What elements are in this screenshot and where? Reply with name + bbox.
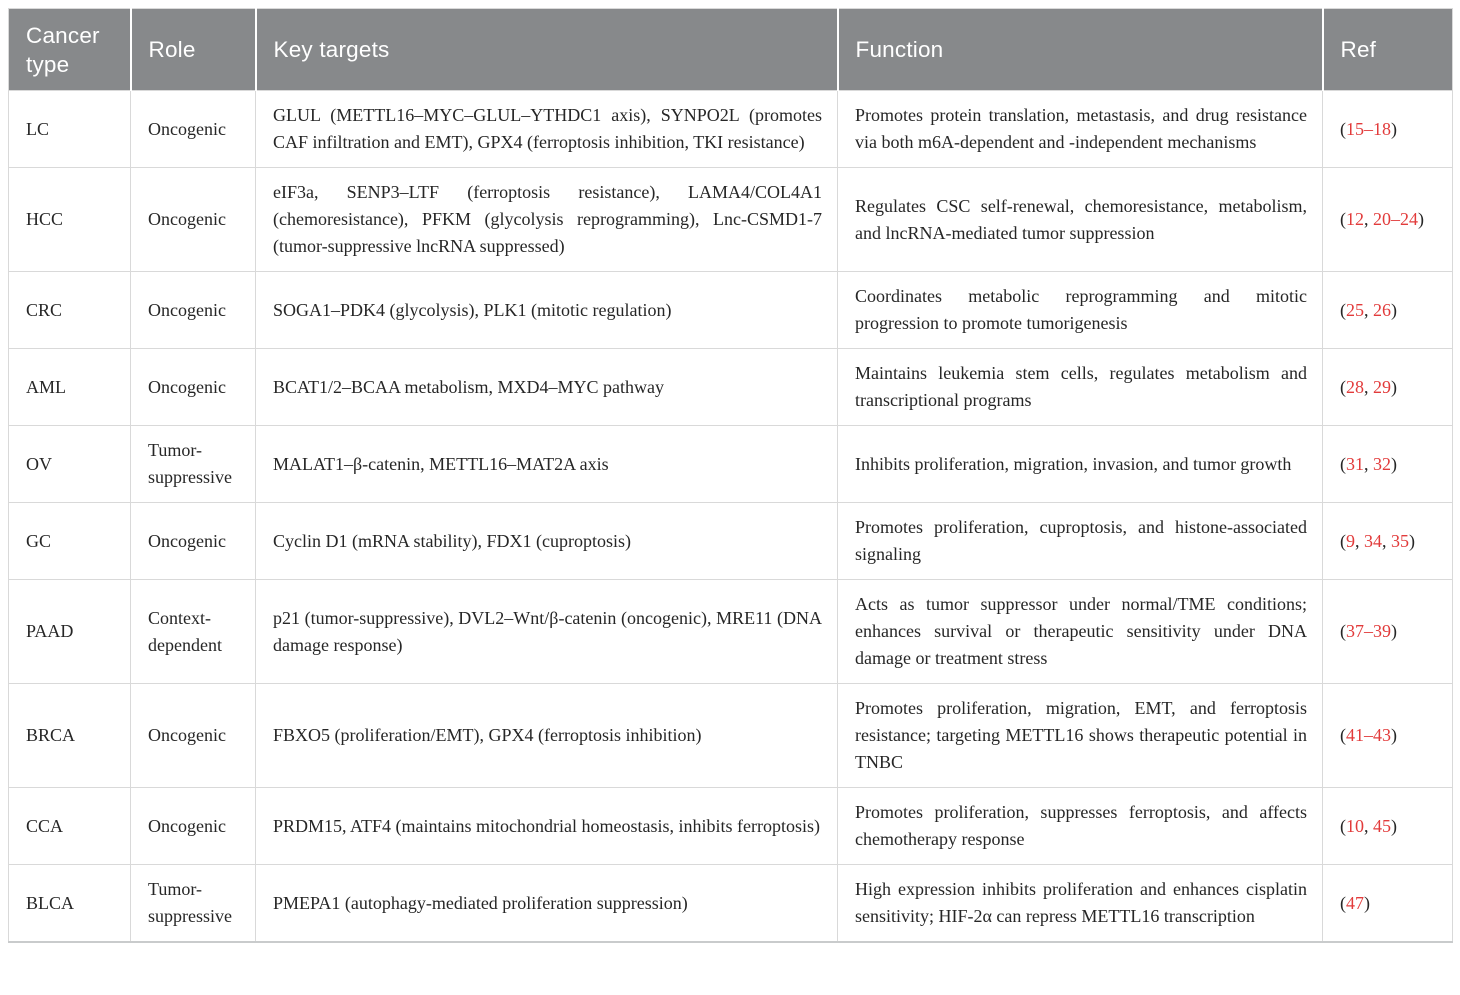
function-cell: Coordinates metabolic reprogramming and mitotic progression to promote tumorigenesis: [838, 272, 1323, 349]
table-row: [9, 168, 1453, 272]
function-cell: Promotes proliferation, migration, EMT, and ferroptosis resistance; targeting METTL16 shows therapeutic potential in TNBC: [838, 684, 1323, 788]
table-row: [9, 503, 1453, 580]
key-targets-cell: GLUL (METTL16–MYC–GLUL–YTHDC1 axis), SYNPO2L (promotes CAF infiltration and EMT), GPX4 (ferroptosis inhibition, TKI resistance): [256, 91, 838, 168]
table-row: [9, 865, 1453, 943]
col-header-role: Role: [131, 9, 256, 91]
key-targets-cell: PRDM15, ATF4 (maintains mitochondrial homeostasis, inhibits ferroptosis): [256, 788, 838, 865]
ref-cell: (12, 20–24): [1323, 168, 1453, 272]
ref-cell: (9, 34, 35): [1323, 503, 1453, 580]
cancer-type-cell: BLCA: [9, 865, 131, 943]
table-row: [9, 349, 1453, 426]
table-row: [9, 426, 1453, 503]
table-row: [9, 91, 1453, 168]
table-row: [9, 684, 1453, 788]
ref-link[interactable]: 29: [1373, 376, 1391, 397]
ref-link[interactable]: 12: [1346, 209, 1364, 229]
cancer-type-cell: BRCA: [9, 684, 131, 788]
function-cell: Promotes proliferation, suppresses ferroptosis, and affects chemotherapy response: [838, 788, 1323, 865]
key-targets-cell: p21 (tumor-suppressive), DVL2–Wnt/β-catenin (oncogenic), MRE11 (DNA damage response): [256, 580, 838, 684]
role-cell: Oncogenic: [131, 503, 256, 580]
role-cell: Oncogenic: [131, 788, 256, 865]
cancer-type-cell: AML: [9, 349, 131, 426]
key-targets-cell: MALAT1–β-catenin, METTL16–MAT2A axis: [256, 426, 838, 503]
function-cell: Promotes protein translation, metastasis, and drug resistance via both m6A-dependent and -independent mechanisms: [838, 91, 1323, 168]
ref-link[interactable]: 32: [1373, 453, 1391, 474]
ref-cell: (28, 29): [1323, 349, 1453, 426]
role-cell: Tumor-suppressive: [131, 865, 256, 943]
ref-cell: (31, 32): [1323, 426, 1453, 503]
ref-cell: (10, 45): [1323, 788, 1453, 865]
table-row: [9, 272, 1453, 349]
col-header-key-targets: Key targets: [256, 9, 838, 91]
function-cell: Acts as tumor suppressor under normal/TME conditions; enhances survival or therapeutic sensitivity under DNA damage or treatment stress: [838, 580, 1323, 684]
key-targets-cell: SOGA1–PDK4 (glycolysis), PLK1 (mitotic regulation): [256, 272, 838, 349]
table-header: [9, 9, 1453, 91]
ref-cell: (15–18): [1323, 91, 1453, 168]
ref-link[interactable]: 34: [1364, 530, 1382, 551]
ref-link[interactable]: 10: [1346, 815, 1364, 836]
key-targets-cell: BCAT1/2–BCAA metabolism, MXD4–MYC pathway: [256, 349, 838, 426]
role-cell: Oncogenic: [131, 91, 256, 168]
ref-cell: (41–43): [1323, 684, 1453, 788]
header-row: [9, 9, 1453, 91]
role-cell: Tumor-suppressive: [131, 426, 256, 503]
key-targets-cell: FBXO5 (proliferation/EMT), GPX4 (ferroptosis inhibition): [256, 684, 838, 788]
ref-link[interactable]: 35: [1391, 530, 1409, 551]
function-cell: Promotes proliferation, cuproptosis, and histone-associated signaling: [838, 503, 1323, 580]
cancer-type-cell: GC: [9, 503, 131, 580]
table: [8, 8, 1453, 943]
ref-link[interactable]: 25: [1346, 299, 1364, 320]
role-cell: Oncogenic: [131, 349, 256, 426]
ref-link[interactable]: 37–39: [1346, 621, 1391, 641]
cancer-roles-table: [8, 8, 1452, 943]
ref-cell: (37–39): [1323, 580, 1453, 684]
role-cell: Oncogenic: [131, 272, 256, 349]
ref-link[interactable]: 47: [1346, 892, 1364, 913]
ref-link[interactable]: 15–18: [1346, 118, 1391, 139]
ref-cell: (25, 26): [1323, 272, 1453, 349]
cancer-type-cell: CRC: [9, 272, 131, 349]
function-cell: Maintains leukemia stem cells, regulates metabolism and transcriptional programs: [838, 349, 1323, 426]
table-body: [9, 91, 1453, 943]
ref-link[interactable]: 31: [1346, 453, 1364, 474]
ref-link[interactable]: 41–43: [1346, 725, 1391, 745]
cancer-type-cell: CCA: [9, 788, 131, 865]
role-cell: Context-dependent: [131, 580, 256, 684]
cancer-type-cell: LC: [9, 91, 131, 168]
cancer-type-cell: OV: [9, 426, 131, 503]
key-targets-cell: PMEPA1 (autophagy-mediated proliferation suppression): [256, 865, 838, 943]
key-targets-cell: eIF3a, SENP3–LTF (ferroptosis resistance), LAMA4/COL4A1 (chemoresistance), PFKM (glycolysis reprogramming), Lnc-CSMD1-7 (tumor-suppressive lncRNA suppressed): [256, 168, 838, 272]
function-cell: High expression inhibits proliferation and enhances cisplatin sensitivity; HIF-2α can repress METTL16 transcription: [838, 865, 1323, 943]
function-cell: Inhibits proliferation, migration, invasion, and tumor growth: [838, 426, 1323, 503]
ref-link[interactable]: 20–24: [1373, 209, 1418, 229]
ref-link[interactable]: 9: [1346, 530, 1355, 551]
function-cell: Regulates CSC self-renewal, chemoresistance, metabolism, and lncRNA-mediated tumor suppression: [838, 168, 1323, 272]
ref-link[interactable]: 28: [1346, 376, 1364, 397]
table-row: [9, 580, 1453, 684]
cancer-type-cell: HCC: [9, 168, 131, 272]
role-cell: Oncogenic: [131, 684, 256, 788]
col-header-cancer-type: Cancer type: [9, 9, 131, 91]
ref-cell: (47): [1323, 865, 1453, 943]
table-row: [9, 788, 1453, 865]
ref-link[interactable]: 45: [1373, 815, 1391, 836]
cancer-type-cell: PAAD: [9, 580, 131, 684]
col-header-function: Function: [838, 9, 1323, 91]
ref-link[interactable]: 26: [1373, 299, 1391, 320]
col-header-ref: Ref: [1323, 9, 1453, 91]
key-targets-cell: Cyclin D1 (mRNA stability), FDX1 (cuproptosis): [256, 503, 838, 580]
role-cell: Oncogenic: [131, 168, 256, 272]
